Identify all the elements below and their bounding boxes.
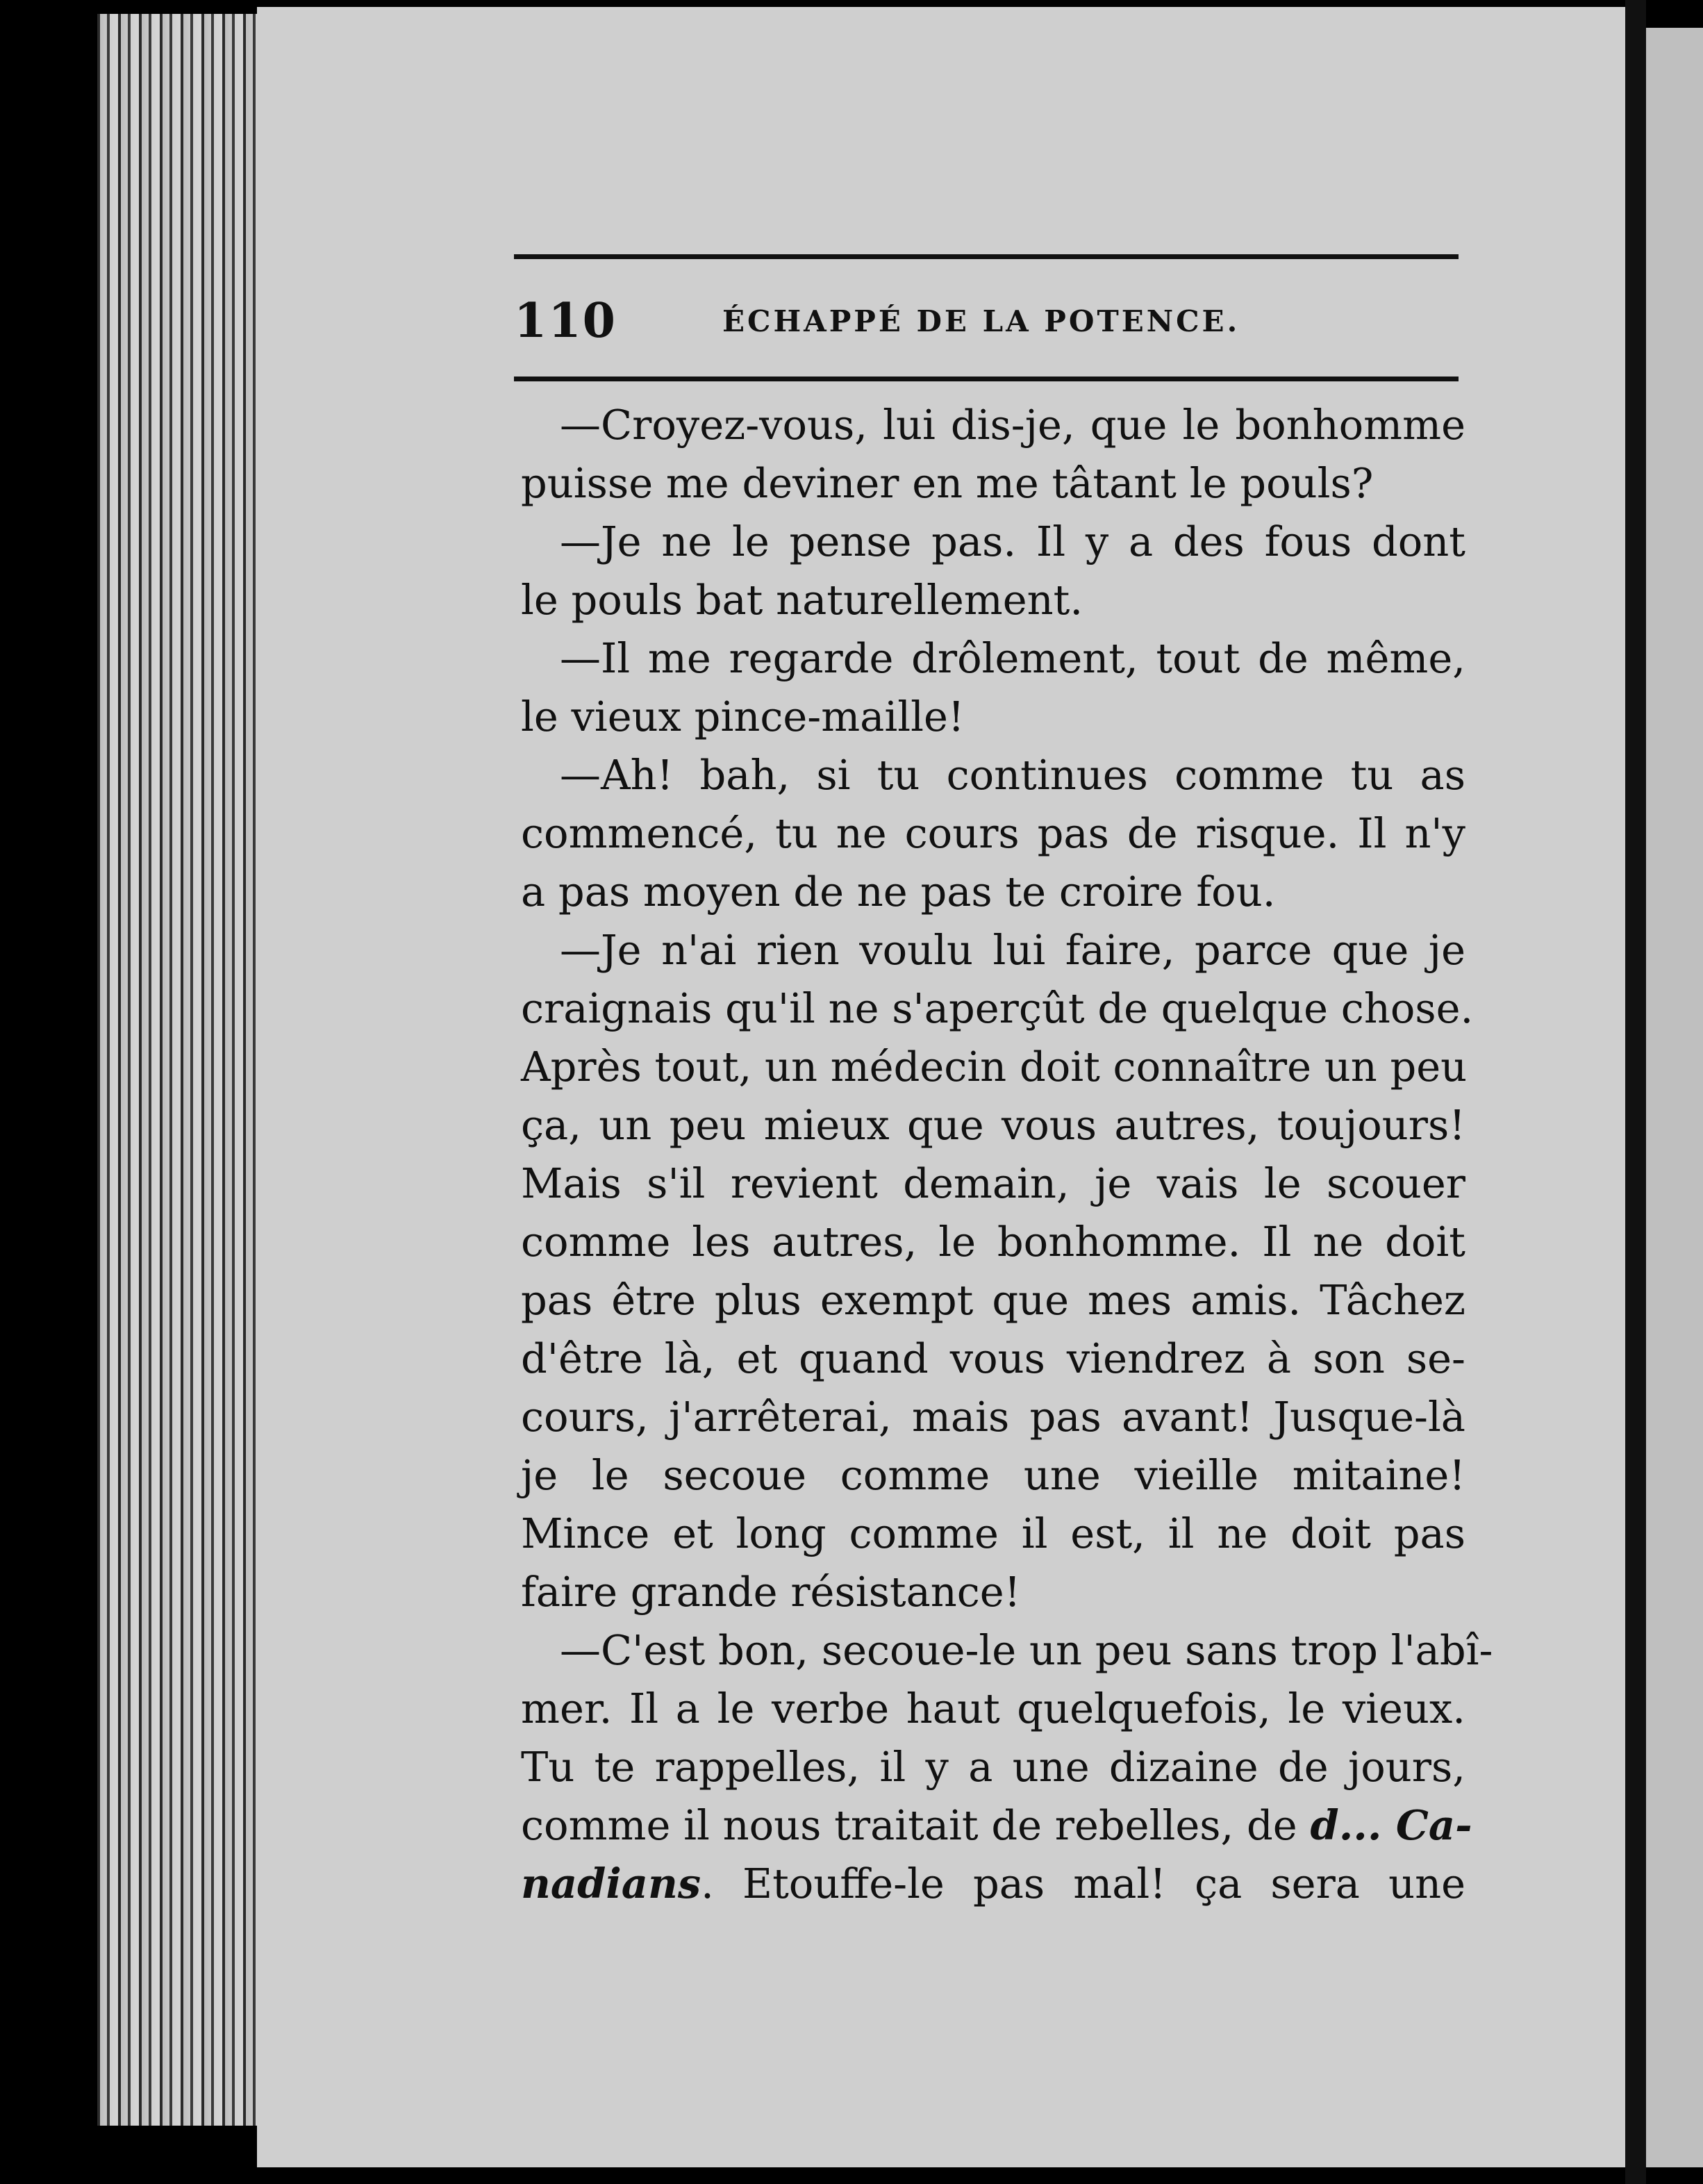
text-line: —Il me regarde drôlement, tout de même, [560,634,1465,682]
header-rule-bottom [514,377,1459,381]
text-line: ça, un peu mieux que vous autres, toujours! [521,1101,1465,1149]
text-line [521,1855,1465,1913]
binding-shadow [1625,0,1646,2184]
text-line: comme les autres, le bonhomme. Il ne doit [521,1218,1465,1266]
text-line: je le secoue comme une vieille mitaine! [521,1451,1465,1499]
text-segment: comme il nous traitait de rebelles, de [521,1801,1311,1849]
text-line: a pas moyen de ne pas te croire fou. [521,868,1276,916]
running-header [514,293,1459,356]
text-line: mer. Il a le verbe haut quelquefois, le vieux. [521,1685,1465,1732]
text-line: pas être plus exempt que mes amis. Tâchez [521,1276,1465,1324]
text-line: Tu te rappelles, il y a une dizaine de jours, [521,1743,1465,1791]
text-line: d'être là, et quand vous viendrez à son se- [521,1334,1465,1382]
text-line [521,1796,1472,1855]
text-line: le vieux pince-maille! [521,693,965,741]
text-segment: . Etouffe-le pas mal! ça sera une [701,1860,1465,1908]
text-line: faire grande résistance! [521,1568,1021,1616]
italic-text: d... Ca- [1310,1801,1472,1849]
text-line: le pouls bat naturellement. [521,576,1083,624]
italic-text: nadians [521,1860,701,1908]
text-line: —C'est bon, secoue-le un peu sans trop l'abî- [560,1626,1493,1674]
text-line: cours, j'arrêterai, mais pas avant! Jusque-là [521,1393,1465,1441]
text-line: craignais qu'il ne s'aperçût de quelque chose. [521,984,1474,1032]
facing-page-edge [1646,28,1703,2167]
text-line: —Je n'ai rien voulu lui faire, parce que je [560,926,1465,974]
text-line: Mais s'il revient demain, je vais le scouer [521,1159,1465,1207]
page-number: 110 [514,293,617,349]
text-line: puisse me deviner en me tâtant le pouls? [521,459,1374,507]
running-title: ÉCHAPPÉ DE LA POTENCE. [722,304,1240,338]
body-text [521,396,1493,1913]
text-line: Mince et long comme il est, il ne doit pas [521,1509,1465,1557]
text-line: commencé, tu ne cours pas de risque. Il n'y [521,809,1465,857]
header-rule-top [514,254,1459,259]
text-line: —Je ne le pense pas. Il y a des fous dont [560,518,1465,565]
text-line: —Ah! bah, si tu continues comme tu as [560,751,1465,799]
text-line: —Croyez-vous, lui dis-je, que le bonhomme [560,401,1465,449]
text-line: Après tout, un médecin doit connaître un peu [521,1043,1468,1091]
